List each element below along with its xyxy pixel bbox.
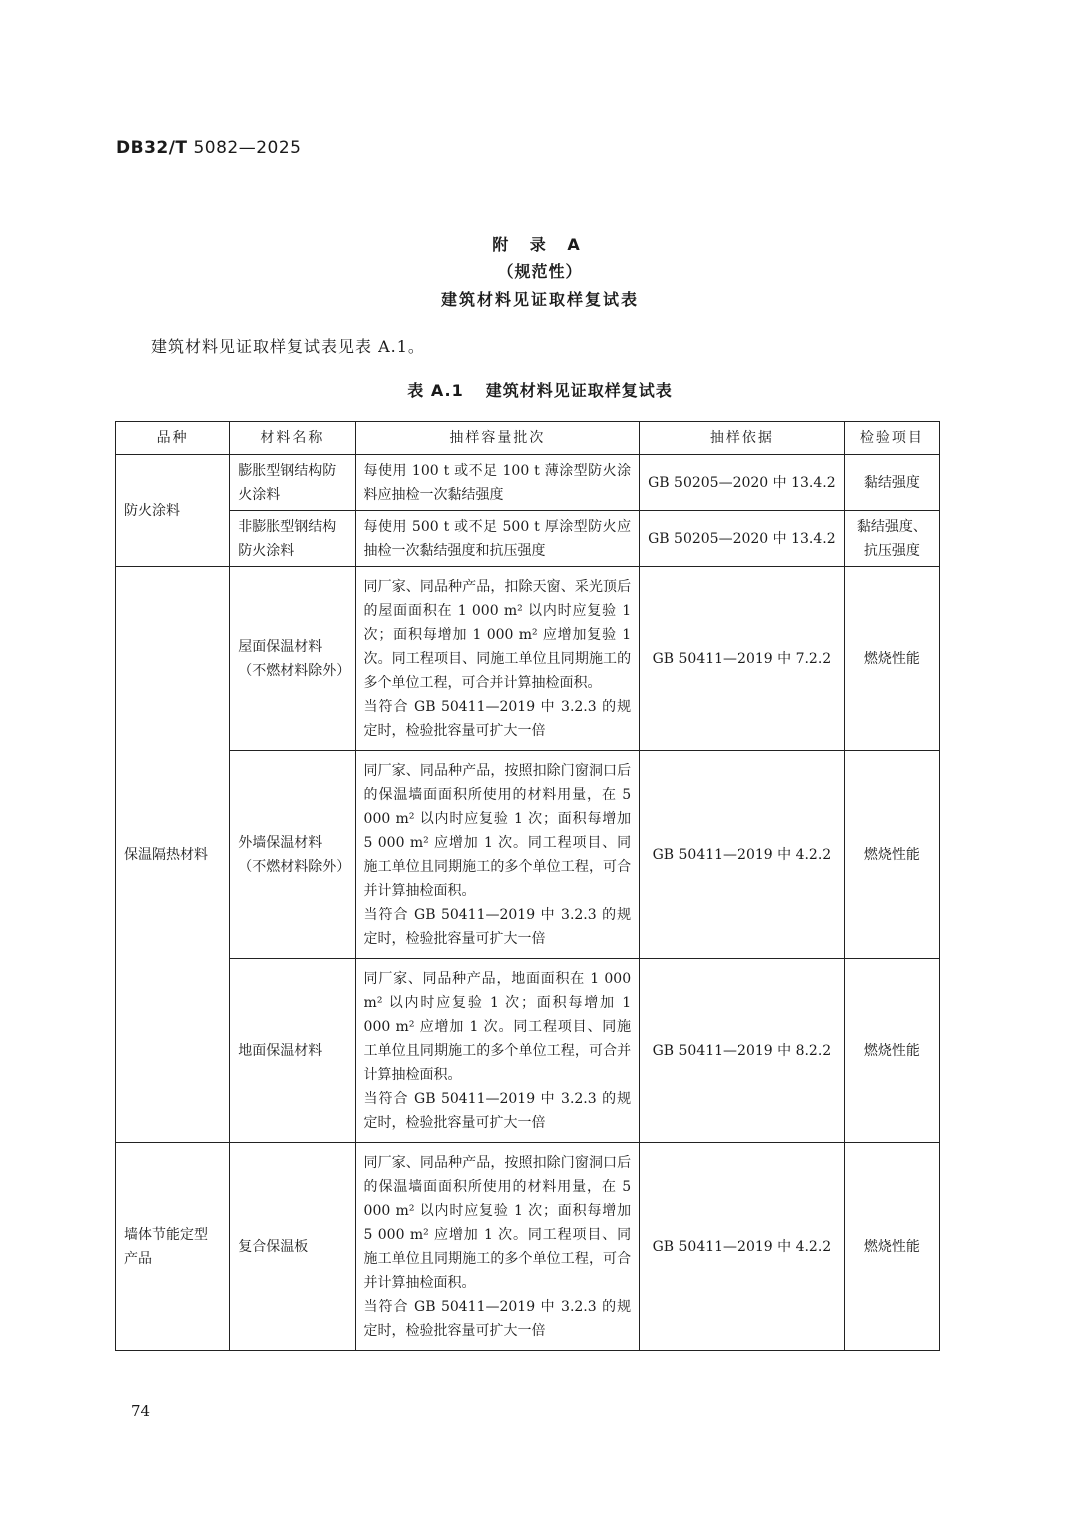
material-cell: 地面保温材料 [230,959,355,1143]
batch-cell [355,567,640,751]
table-row [116,959,940,1143]
sampling-table [115,421,940,1351]
material-cell: 膨胀型钢结构防火涂料 [230,455,355,511]
basis-cell: GB 50411—2019 中 7.2.2 [640,567,845,751]
items-cell: 燃烧性能 [844,751,939,959]
table-row [116,751,940,959]
material-cell: 复合保温板 [230,1143,355,1351]
batch-cell [355,1143,640,1351]
table-title: 建筑材料见证取样复试表 [485,381,673,400]
batch-note: 当符合 GB 50411—2019 中 3.2.3 的规定时，检验批容量可扩大一倍 [363,1298,632,1339]
batch-note: 当符合 GB 50411—2019 中 3.2.3 的规定时，检验批容量可扩大一倍 [363,698,632,739]
basis-cell: GB 50411—2019 中 4.2.2 [640,751,845,959]
batch-cell: 每使用 100 t 或不足 100 t 薄涂型防火涂料应抽检一次黏结强度 [355,455,640,511]
items-cell: 燃烧性能 [844,567,939,751]
category-cell: 防火涂料 [116,455,230,567]
category-cell: 保温隔热材料 [116,567,230,1143]
material-cell: 非膨胀型钢结构防火涂料 [230,511,355,567]
items-cell: 黏结强度 [844,455,939,511]
basis-cell: GB 50205—2020 中 13.4.2 [640,511,845,567]
standard-code [116,138,301,158]
batch-note: 当符合 GB 50411—2019 中 3.2.3 的规定时，检验批容量可扩大一倍 [363,1090,632,1131]
appendix-name: 建筑材料见证取样复试表 [440,290,639,309]
batch-text: 同厂家、同品种产品，按照扣除门窗洞口后的保温墙面面积所使用的材料用量，在 5 000 m² 以内时应复验 1 次；面积每增加 5 000 m² 应增加 1 次。同工程项目、同施工单位且同期施工的多个单位工程，可合并计算抽检面积。 [363,1154,632,1291]
batch-text: 同厂家、同品种产品，地面面积在 1 000 m² 以内时应复验 1 次；面积每增加 1 000 m² 应增加 1 次。同工程项目、同施工单位且同期施工的多个单位工程，可合并计算抽检面积。 [363,970,632,1083]
appendix-nature: （规范性） [497,262,583,281]
header-material: 材料名称 [230,422,355,455]
material-cell: 外墙保温材料（不燃材料除外） [230,751,355,959]
items-cell: 燃烧性能 [844,959,939,1143]
standard-code-prefix: DB32/T [116,138,188,158]
table-row [116,455,940,511]
header-batch: 抽样容量批次 [355,422,640,455]
category-cell: 墙体节能定型产品 [116,1143,230,1351]
page-number: 74 [131,1402,151,1420]
standard-code-number: 5082—2025 [193,138,302,158]
batch-text: 同厂家、同品种产品，按照扣除门窗洞口后的保温墙面面积所使用的材料用量，在 5 000 m² 以内时应复验 1 次；面积每增加 5 000 m² 应增加 1 次。同工程项目、同施工单位且同期施工的多个单位工程，可合并计算抽检面积。 [363,762,632,899]
table-row [116,567,940,751]
header-items: 检验项目 [844,422,939,455]
items-cell: 黏结强度、抗压强度 [844,511,939,567]
header-basis: 抽样依据 [640,422,845,455]
table-header-row [116,422,940,455]
material-cell: 屋面保温材料（不燃材料除外） [230,567,355,751]
basis-cell: GB 50411—2019 中 8.2.2 [640,959,845,1143]
batch-cell [355,959,640,1143]
basis-cell: GB 50411—2019 中 4.2.2 [640,1143,845,1351]
table-row [116,511,940,567]
table-row [116,1143,940,1351]
batch-cell [355,751,640,959]
items-cell: 燃烧性能 [844,1143,939,1351]
batch-note: 当符合 GB 50411—2019 中 3.2.3 的规定时，检验批容量可扩大一倍 [363,906,632,947]
table-caption [0,378,1080,401]
basis-cell: GB 50205—2020 中 13.4.2 [640,455,845,511]
batch-cell: 每使用 500 t 或不足 500 t 厚涂型防火应抽检一次黏结强度和抗压强度 [355,511,640,567]
header-category: 品种 [116,422,230,455]
intro-paragraph: 建筑材料见证取样复试表见表 A.1。 [151,337,425,356]
table-number: 表 A.1 [407,381,464,400]
appendix-title: 附 录 A [492,235,588,254]
batch-text: 同厂家、同品种产品，扣除天窗、采光顶后的屋面面积在 1 000 m² 以内时应复验 1 次；面积每增加 1 000 m² 应增加复验 1 次。同工程项目、同施工单位且同期施工的多个单位工程，可合并计算抽检面积。 [363,578,632,691]
